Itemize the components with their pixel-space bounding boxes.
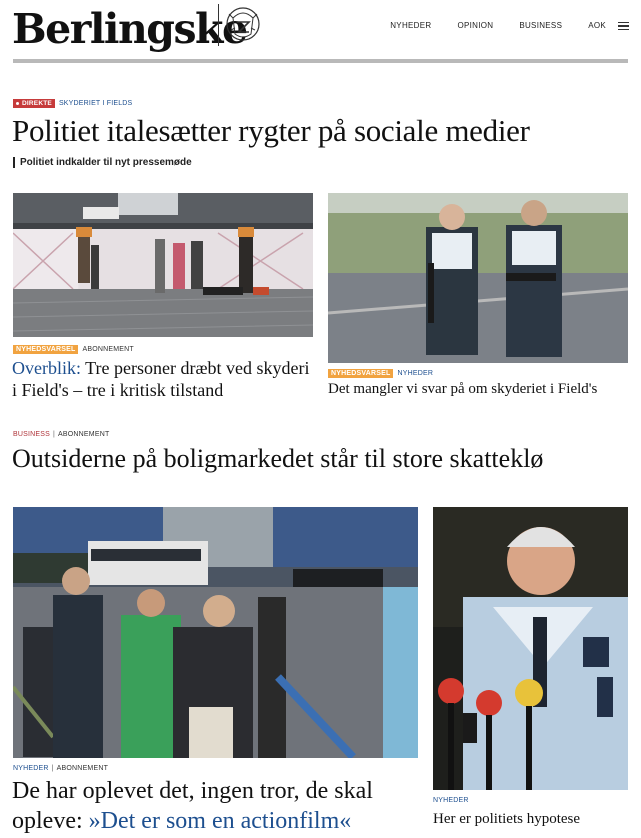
subscription-tag: ABONNEMENT: [82, 346, 134, 353]
brand-logo[interactable]: Berlingske: [12, 5, 247, 53]
live-dot-icon: [16, 102, 19, 105]
business-headline[interactable]: Outsiderne på boligmarkedet står til store skatteklø: [12, 444, 544, 473]
crest-icon: [218, 4, 264, 46]
nav-item-opinion[interactable]: OPINION: [457, 21, 494, 30]
story-left-kicker: [13, 345, 134, 354]
lead-tag[interactable]: SKYDERIET I FIELDS: [58, 100, 133, 107]
story-left-headline[interactable]: Overblik: Tre personer dræbt ved skyderi i Field's – tre i kritisk tilstand: [12, 358, 310, 400]
fields-scene-image[interactable]: [13, 193, 313, 337]
alert-badge-right: NYHEDSVARSEL: [328, 369, 393, 378]
business-kicker: BUSINESS | ABONNEMENT: [13, 431, 110, 438]
lead-headline[interactable]: Politiet italesætter rygter på sociale medier: [12, 113, 530, 148]
news-tag-bottom-right[interactable]: NYHEDER: [433, 797, 469, 804]
header-divider: [13, 59, 628, 63]
nav-item-business[interactable]: BUSINESS: [519, 21, 563, 30]
bottom-left-kicker: NYHEDER | ABONNEMENT: [13, 765, 109, 772]
story-right-kicker: [328, 369, 433, 378]
police-spokesperson-image[interactable]: [433, 507, 628, 790]
nav-item-aok[interactable]: AOK: [588, 21, 606, 30]
subscription-tag-business: ABONNEMENT: [58, 431, 110, 438]
business-tag[interactable]: BUSINESS: [13, 431, 50, 438]
news-tag-right[interactable]: NYHEDER: [397, 370, 434, 377]
police-officers-image[interactable]: [328, 193, 628, 363]
nav-item-nyheder[interactable]: NYHEDER: [390, 21, 432, 30]
bottom-right-kicker: [433, 797, 469, 804]
alert-badge: NYHEDSVARSEL: [13, 345, 78, 354]
bottom-left-headline[interactable]: De har oplevet det, ingen tror, de skal opleve: »Det er som en actionfilm«: [12, 778, 373, 834]
hamburger-menu-icon[interactable]: [618, 22, 629, 30]
news-tag-bottom-left[interactable]: NYHEDER: [13, 765, 49, 772]
lead-subheadline[interactable]: Politiet indkalder til nyt pressemøde: [13, 157, 192, 168]
crowd-image[interactable]: [13, 507, 418, 758]
bottom-right-headline[interactable]: Her er politiets hypotese: [433, 811, 581, 827]
site-header: [0, 0, 641, 60]
subscription-tag-bottom-left: ABONNEMENT: [56, 765, 109, 772]
story-right-headline[interactable]: Det mangler vi svar på om skyderiet i Field's: [328, 381, 598, 397]
live-badge: DIREKTE: [13, 99, 55, 108]
lead-kicker: [13, 99, 132, 108]
main-nav: [364, 21, 629, 30]
